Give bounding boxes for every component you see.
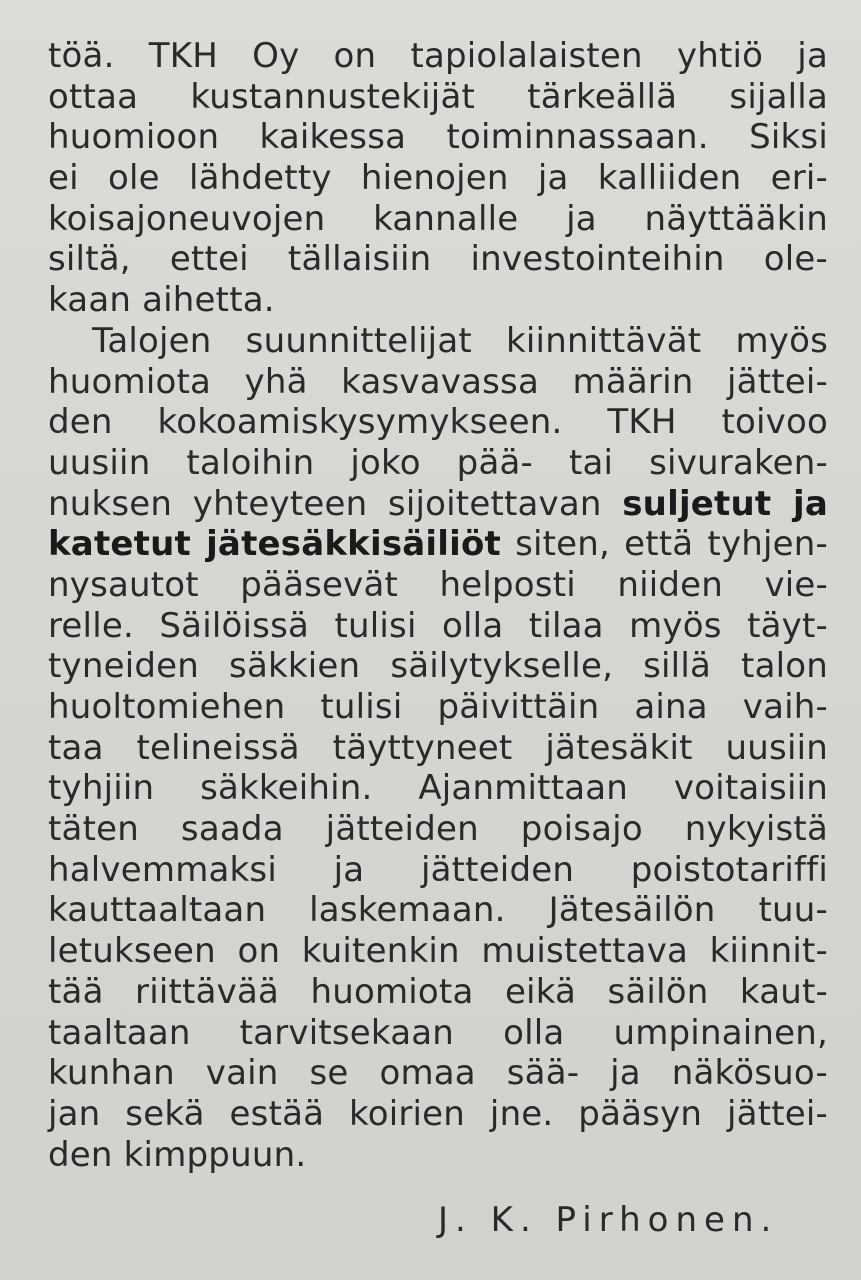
text-segment: kaan aihetta. [48, 280, 275, 321]
text-line [48, 77, 828, 118]
text-line [48, 565, 828, 606]
text-segment: huoltomiehen tulisi päivittäin aina vaih- [48, 687, 828, 727]
text-line [48, 850, 828, 891]
text-line [48, 321, 828, 362]
text-segment: tää riittävää huomiota eikä säilön kaut- [48, 971, 828, 1012]
text-line [48, 402, 828, 443]
text-segment: relle. Säilöissä tulisi olla tilaa myös täyt- [48, 605, 828, 646]
text-line [48, 1013, 828, 1054]
text-line [48, 1094, 828, 1135]
emphasized-text: suljetut ja [622, 483, 829, 524]
text-line [48, 524, 828, 565]
text-segment: den kokoamiskysymykseen. TKH toivoo [48, 402, 828, 443]
text-line [48, 484, 828, 525]
text-line [48, 646, 828, 687]
text-segment: Talojen suunnittelijat kiinnittävät myös [92, 320, 828, 361]
text-line [48, 443, 828, 484]
text-segment: jan sekä estää koirien jne. pääsyn jättei- [48, 1093, 828, 1134]
text-segment: kauttaaltaan laskemaan. Jätesäilön tuu- [48, 890, 828, 931]
text-line [48, 1135, 828, 1176]
author-signature: J. K. Pirhonen. [438, 1200, 779, 1240]
text-segment: siten, että tyhjen- [501, 524, 828, 565]
text-line [48, 687, 828, 728]
text-segment: tyneiden säkkien säilytykselle, sillä talon [48, 646, 828, 687]
text-line [48, 931, 828, 972]
text-line [48, 362, 828, 403]
text-line [48, 36, 828, 77]
text-segment: den kimppuun. [48, 1134, 307, 1175]
text-segment: tyhjiin säkkeihin. Ajanmittaan voitaisiin [48, 768, 828, 809]
text-segment: ei ole lähdetty hienojen ja kalliiden eri- [48, 158, 828, 199]
text-segment: uusiin taloihin joko pää- tai sivuraken- [48, 442, 828, 483]
text-segment: huomioon kaikessa toiminnassaan. Siksi [48, 117, 828, 158]
text-segment: ottaa kustannustekijät tärkeällä sijalla [48, 76, 828, 117]
text-line [48, 606, 828, 647]
text-segment: halvemmaksi ja jätteiden poistotariffi [48, 849, 828, 890]
text-segment: töä. TKH Oy on tapiolalaisten yhtiö ja [48, 36, 828, 76]
text-segment: nuksen yhteyteen sijoitettavan [48, 483, 623, 524]
text-line [48, 280, 828, 321]
text-segment: huomiota yhä kasvavassa määrin jättei- [48, 361, 828, 402]
text-line [48, 117, 828, 158]
text-segment: taaltaan tarvitsekaan olla umpinainen, [48, 1012, 828, 1053]
text-line [48, 199, 828, 240]
text-line [48, 1053, 828, 1094]
emphasized-text: katetut jätesäkkisäiliöt [48, 524, 502, 565]
text-segment: letukseen on kuitenkin muistettava kiinnit- [48, 931, 828, 972]
text-segment: kunhan vain se omaa sää- ja näkösuo- [48, 1053, 828, 1094]
text-segment: täten saada jätteiden poisajo nykyistä [48, 809, 828, 850]
text-line [48, 239, 828, 280]
text-segment: koisajoneuvojen kannalle ja näyttääkin [48, 198, 828, 239]
text-line [48, 972, 828, 1013]
text-line [48, 809, 828, 850]
text-segment: taa telineissä täyttyneet jätesäkit uusiin [48, 727, 828, 768]
text-line [48, 890, 828, 931]
text-line [48, 158, 828, 199]
article-body [48, 36, 828, 1175]
text-segment: siltä, ettei tällaisiin investointeihin ole- [48, 239, 828, 280]
text-line [48, 768, 828, 809]
text-segment: nysautot pääsevät helposti niiden vie- [48, 564, 828, 605]
text-line [48, 728, 828, 769]
